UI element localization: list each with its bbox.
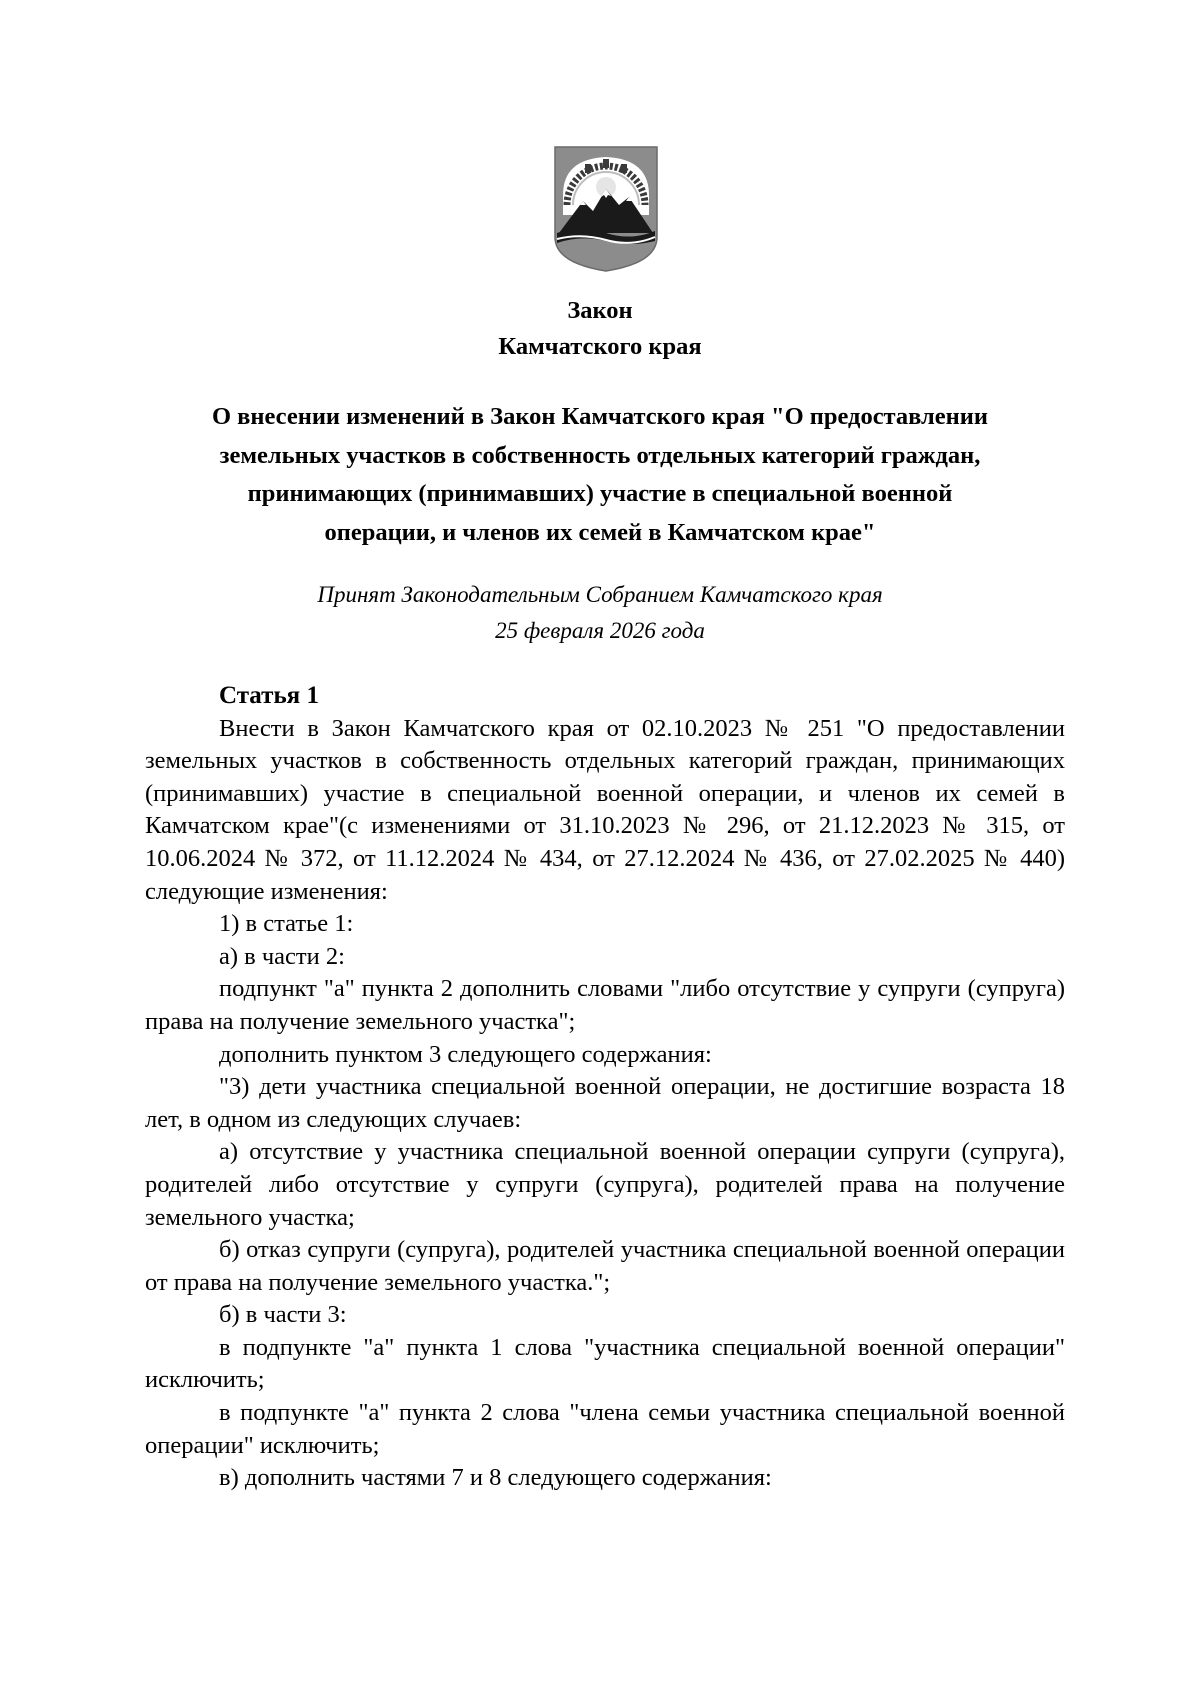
subject-line-3: принимающих (принимавших) участие в специальной военной: [247, 480, 953, 507]
law-region-line: Камчатского края: [498, 333, 702, 360]
article-paragraph: б) в части 3:: [219, 1301, 347, 1329]
subject-line-1: О внесении изменений в Закон Камчатского края "О предоставлении: [211, 403, 989, 430]
adoption-note: [140, 577, 1060, 649]
article-heading: Статья 1: [219, 682, 319, 709]
law-subject: [140, 398, 1060, 552]
article-paragraph: в подпункте "а" пункта 2 слова "члена семьи участника специальной военной операции" исключить;: [145, 1399, 1065, 1459]
article-paragraph: дополнить пунктом 3 следующего содержания:: [219, 1040, 712, 1068]
article-paragraph: подпункт "а" пункта 2 дополнить словами "либо отсутствие у супруги (супруга) права на получение земельного участка";: [145, 975, 1065, 1035]
article-paragraph: Внести в Закон Камчатского края от 02.10.2023 № 251 "О предоставлении земельных участков в собственность отдельных категорий граждан, принимающих (принимавших) участие в специальной военной операции, и членов их семей в Камчатском крае"(с изменениями от 31.10.2023 № 296, от 21.12.2023 № 315, от 10.06.2024 № 372, от 11.12.2024 № 434, от 27.12.2024 № 436, от 27.02.2025 № 440) следующие изменения:: [145, 714, 1065, 905]
kamchatka-coat-of-arms-icon: [553, 145, 659, 273]
law-title: [140, 293, 1060, 365]
adoption-date: 25 февраля 2026 года: [495, 618, 705, 643]
article-body: [145, 680, 1065, 1495]
article-paragraph: в подпункте "а" пункта 1 слова "участника специальной военной операции" исключить;: [145, 1333, 1065, 1394]
law-title-line: Закон: [567, 297, 633, 324]
subject-line-2: земельных участков в собственность отдельных категорий граждан,: [219, 441, 981, 469]
article-paragraph: в) дополнить частями 7 и 8 следующего содержания:: [219, 1464, 772, 1492]
article-paragraph: б) отказ супруги (супруга), родителей участника специальной военной операции от права на получение земельного участка.";: [145, 1236, 1065, 1296]
article-paragraph: а) в части 2:: [219, 942, 345, 970]
adoption-body: Принят Законодательным Собранием Камчатского края: [317, 582, 883, 607]
subject-line-4: операции, и членов их семей в Камчатском крае": [324, 518, 876, 546]
article-paragraph: а) отсутствие у участника специальной военной операции супруги (супруга), родителей либо отсутствие у супруги (супруга), родителей права на получение земельного участка;: [145, 1138, 1065, 1231]
article-paragraph: "3) дети участника специальной военной операции, не достигшие возраста 18 лет, в одном из следующих случаев:: [145, 1073, 1065, 1133]
article-paragraph: 1) в статье 1:: [219, 910, 354, 938]
